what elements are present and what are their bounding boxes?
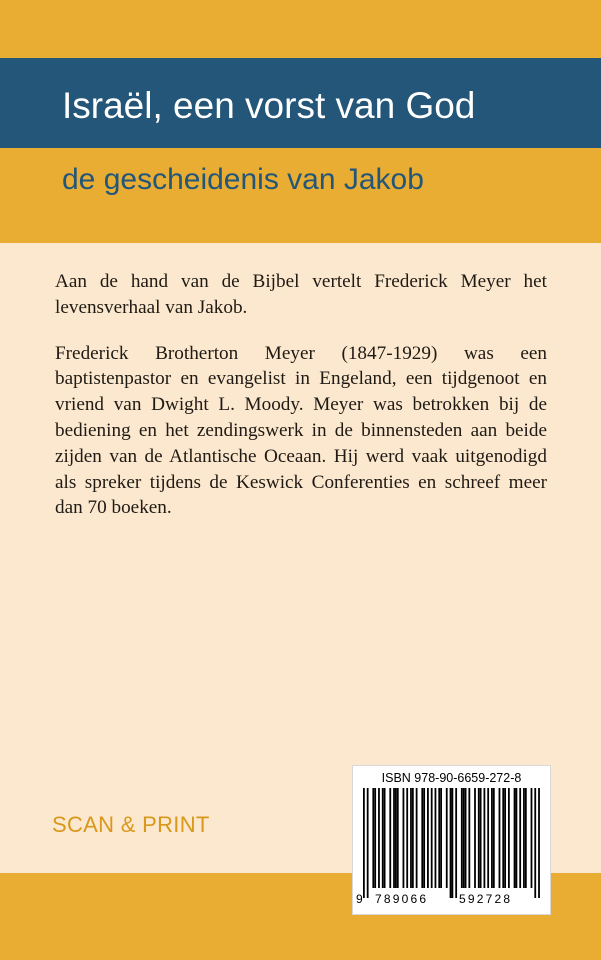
- barcode-bar: [438, 788, 440, 888]
- barcode-bar: [423, 788, 425, 888]
- barcode-bar: [468, 788, 470, 888]
- barcode-bar: [416, 788, 418, 888]
- barcode-bar: [367, 788, 369, 898]
- barcode-bar: [523, 788, 525, 888]
- barcode-bar: [431, 788, 433, 888]
- barcode-bar: [406, 788, 408, 888]
- barcode-bar: [435, 788, 437, 888]
- barcode-bar: [484, 788, 486, 888]
- barcode-bar: [463, 788, 465, 888]
- barcode-bar: [478, 788, 480, 888]
- barcode-bar: [372, 788, 374, 888]
- barcode-bar: [440, 788, 442, 888]
- barcode-box: [352, 765, 551, 915]
- barcode-bar: [450, 788, 452, 898]
- book-title: Israël, een vorst van God: [62, 85, 476, 126]
- barcode-bar: [410, 788, 412, 888]
- isbn-label: ISBN 978-90-6659-272-8: [381, 771, 522, 785]
- barcode-icon: [363, 788, 540, 898]
- blurb-paragraph-1: Aan de hand van de Bijbel vertelt Frederick Meyer het levensverhaal van Jakob.: [55, 271, 547, 318]
- barcode-bar: [525, 788, 527, 888]
- barcode-bar: [504, 788, 506, 888]
- barcode-bar: [514, 788, 516, 888]
- barcode-bar: [538, 788, 540, 898]
- blurb: [55, 269, 547, 541]
- barcode-bar: [474, 788, 476, 888]
- barcode-bar: [499, 788, 501, 888]
- barcode-bar: [461, 788, 463, 888]
- barcode-bar: [395, 788, 397, 888]
- barcode-bar: [502, 788, 504, 888]
- barcode-bar: [427, 788, 429, 888]
- barcode-bar: [412, 788, 414, 888]
- barcode-bar: [534, 788, 536, 898]
- top-yellow-band: [0, 0, 601, 58]
- barcode-bar: [480, 788, 482, 888]
- barcode-bar: [397, 788, 399, 888]
- barcode-bar: [382, 788, 384, 888]
- barcode-bar: [491, 788, 493, 888]
- barcode-bar: [421, 788, 423, 888]
- barcode-bar: [378, 788, 380, 888]
- blurb-paragraph-2: Frederick Brotherton Meyer (1847-1929) was een baptistenpastor en evangelist in Engeland, een tijdgenoot en vriend van Dwight L. Moody. Meyer was betrokken bij de bediening en het zendingswerk in de binnensteden aan beide zijden van de Atlantische Oceaan. Hij werd vaak uitgenodigd als spreker tijdens de Keswick Conferenties en schreef meer dan 70 boeken.: [55, 342, 547, 519]
- barcode-digits-left: 789066: [375, 892, 429, 906]
- barcode-bar: [446, 788, 448, 888]
- barcode-bar: [374, 788, 376, 888]
- publisher-logo: SCAN & PRINT: [52, 812, 210, 837]
- barcode-bar: [465, 788, 467, 888]
- barcode-bar: [531, 788, 533, 888]
- barcode-bar: [516, 788, 518, 888]
- barcode-bar: [455, 788, 457, 898]
- barcode-bar: [363, 788, 365, 898]
- barcode-bar: [487, 788, 489, 888]
- barcode-bar: [389, 788, 391, 888]
- barcode-bar: [519, 788, 521, 888]
- barcode-bar: [493, 788, 495, 888]
- barcode-bar: [452, 788, 454, 898]
- barcode-bar: [508, 788, 510, 888]
- barcode-bar: [384, 788, 386, 888]
- barcode-bar: [393, 788, 395, 888]
- book-subtitle: de gescheidenis van Jakob: [62, 163, 424, 196]
- barcode-digit-first: 9: [356, 892, 363, 906]
- barcode-digits-right: 592728: [459, 892, 513, 906]
- barcode-bar: [403, 788, 405, 888]
